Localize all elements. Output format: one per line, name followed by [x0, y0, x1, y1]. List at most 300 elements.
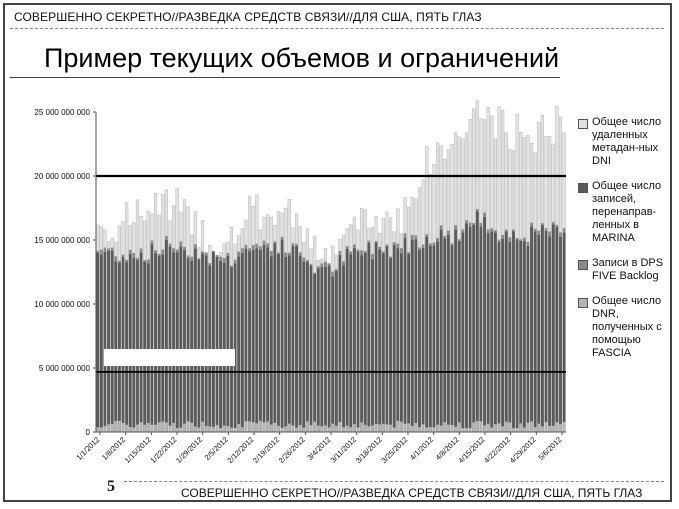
bar-fascia: [205, 426, 208, 432]
bar-backlog: [364, 251, 367, 253]
bar-fascia: [407, 423, 410, 432]
bar-backlog: [530, 223, 533, 227]
bar-fascia: [245, 421, 248, 432]
bar-marina: [161, 254, 164, 432]
bar-backlog: [465, 220, 468, 223]
bar-marina: [122, 257, 125, 432]
bar-backlog: [302, 257, 305, 261]
bar-fascia: [382, 424, 385, 432]
bar-fascia: [96, 427, 99, 432]
bar-marina: [154, 253, 157, 432]
bar-backlog: [295, 244, 298, 246]
bar-backlog: [469, 222, 472, 226]
bar-fascia: [512, 428, 515, 432]
bar-marina: [172, 252, 175, 432]
bar-fascia: [143, 425, 146, 432]
bar-fascia: [216, 425, 219, 432]
bar-backlog: [284, 253, 287, 257]
bar-marina: [331, 277, 334, 432]
bar-fascia: [469, 428, 472, 432]
bar-marina: [548, 236, 551, 432]
bar-fascia: [364, 425, 367, 432]
bar-fascia: [527, 423, 530, 432]
bar-marina: [292, 246, 295, 432]
bar-marina: [140, 252, 143, 432]
bar-backlog: [96, 251, 99, 253]
bar-fascia: [104, 426, 107, 432]
bar-fascia: [505, 422, 508, 432]
bar-marina: [469, 227, 472, 432]
x-tick-label: 1/29/2012: [174, 435, 205, 466]
bar-backlog: [237, 252, 240, 257]
bar-backlog: [219, 257, 222, 261]
bar-fascia: [241, 427, 244, 432]
bar-fascia: [360, 422, 363, 432]
bar-backlog: [490, 228, 493, 231]
bar-fascia: [371, 425, 374, 432]
bar-marina: [179, 246, 182, 432]
bar-backlog: [537, 231, 540, 235]
bar-backlog: [559, 232, 562, 236]
bar-marina: [458, 241, 461, 432]
bar-backlog: [310, 264, 313, 265]
bar-fascia: [545, 422, 548, 432]
bar-backlog: [317, 266, 320, 268]
bar-backlog: [266, 243, 269, 247]
bar-marina: [440, 229, 443, 432]
x-tick-label: 4/8/2012: [433, 435, 461, 463]
bar-backlog: [151, 240, 154, 243]
bar-backlog: [201, 251, 204, 253]
bar-marina: [295, 246, 298, 432]
bar-marina: [433, 245, 436, 432]
bar-fascia: [136, 425, 139, 432]
bar-backlog: [216, 255, 219, 257]
bar-marina: [487, 233, 490, 432]
bar-backlog: [396, 244, 399, 249]
bar-marina: [530, 227, 533, 432]
x-tick-label: 2/19/2012: [251, 435, 282, 466]
bar-marina: [512, 232, 515, 432]
bar-fascia: [179, 427, 182, 432]
bar-backlog: [198, 258, 201, 259]
bar-backlog: [223, 258, 226, 263]
bar-fascia: [212, 427, 215, 432]
bar-marina: [237, 256, 240, 432]
bar-backlog: [292, 243, 295, 246]
bar-backlog: [386, 244, 389, 246]
bar-marina: [371, 259, 374, 432]
bar-backlog: [523, 238, 526, 241]
bar-fascia: [273, 423, 276, 432]
bar-fascia: [472, 422, 475, 432]
bar-backlog: [494, 230, 497, 232]
bar-fascia: [187, 421, 190, 432]
bar-fascia: [122, 423, 125, 432]
bar-fascia: [281, 428, 284, 432]
bar-marina: [129, 254, 132, 432]
bar-marina: [411, 240, 414, 432]
bar-backlog: [339, 251, 342, 255]
bar-fascia: [335, 426, 338, 432]
bar-backlog: [400, 248, 403, 253]
bar-fascia: [248, 421, 251, 432]
bar-backlog: [328, 264, 331, 266]
bar-fascia: [378, 424, 381, 432]
bar-marina: [198, 260, 201, 432]
bar-marina: [537, 235, 540, 432]
bar-backlog: [172, 248, 175, 252]
bar-fascia: [201, 422, 204, 432]
bar-marina: [104, 252, 107, 432]
bar-backlog: [111, 248, 114, 251]
legend-item-backlog: [578, 257, 670, 283]
bar-backlog: [335, 269, 338, 271]
bar-backlog: [306, 260, 309, 262]
bar-backlog: [263, 241, 266, 245]
bar-marina: [317, 268, 320, 432]
bar-fascia: [447, 425, 450, 432]
bar-marina: [461, 232, 464, 432]
bar-fascia: [255, 423, 258, 432]
bar-fascia: [461, 428, 464, 432]
bar-fascia: [266, 421, 269, 432]
bar-backlog: [393, 242, 396, 244]
bar-marina: [519, 241, 522, 432]
bar-marina: [216, 257, 219, 432]
bar-marina: [545, 231, 548, 432]
bar-backlog: [382, 251, 385, 253]
bar-fascia: [295, 428, 298, 432]
bar-marina: [346, 249, 349, 432]
bar-backlog: [143, 260, 146, 262]
bar-backlog: [371, 254, 374, 259]
bar-marina: [190, 261, 193, 432]
bar-marina: [288, 256, 291, 432]
bar-marina: [245, 249, 248, 432]
bar-backlog: [443, 236, 446, 238]
y-axis: [34, 108, 96, 437]
bar-marina: [147, 263, 150, 432]
bar-fascia: [324, 425, 327, 432]
bar-fascia: [339, 422, 342, 432]
bar-backlog: [563, 228, 566, 232]
bar-backlog: [331, 272, 334, 277]
bar-marina: [404, 238, 407, 432]
bar-fascia: [353, 424, 356, 432]
x-tick-label: 1/22/2012: [148, 435, 179, 466]
bar-marina: [183, 250, 186, 432]
y-tick-label: 25 000 000 000: [34, 108, 90, 117]
bar-marina: [187, 258, 190, 432]
bar-fascia: [490, 427, 493, 432]
bar-fascia: [440, 425, 443, 432]
bar-backlog: [447, 230, 450, 235]
bar-backlog: [165, 236, 168, 240]
bar-fascia: [555, 422, 558, 432]
bar-marina: [360, 255, 363, 432]
bar-marina: [151, 244, 154, 432]
bar-marina: [357, 251, 360, 432]
bar-fascia: [411, 426, 414, 432]
bar-fascia: [487, 424, 490, 432]
bar-fascia: [523, 427, 526, 432]
legend-label: Общее число записей, перенаправ-ленных в MARINA: [592, 180, 662, 244]
bar-fascia: [176, 428, 179, 432]
bar-marina: [273, 243, 276, 432]
bar-marina: [223, 263, 226, 432]
bar-marina: [143, 262, 146, 432]
legend-swatch: [578, 183, 588, 193]
bar-fascia: [357, 427, 360, 432]
bar-marina: [158, 256, 161, 432]
bar-marina: [454, 229, 457, 432]
bar-marina: [328, 266, 331, 432]
bar-fascia: [519, 423, 522, 432]
bar-marina: [118, 263, 121, 432]
bar-marina: [483, 217, 486, 432]
bar-backlog: [252, 245, 255, 250]
bar-marina: [382, 253, 385, 432]
bar-fascia: [425, 427, 428, 432]
x-tick-label: 4/29/2012: [507, 435, 538, 466]
bar-fascia: [534, 427, 537, 432]
x-tick-label: 3/11/2012: [328, 435, 359, 465]
bar-backlog: [545, 228, 548, 231]
bar-backlog: [259, 246, 262, 249]
bar-fascia: [302, 428, 305, 432]
bar-backlog: [505, 230, 508, 232]
bar-fascia: [111, 424, 114, 432]
bar-backlog: [129, 250, 132, 254]
bar-backlog: [320, 263, 323, 267]
bar-marina: [393, 245, 396, 432]
bar-fascia: [436, 425, 439, 432]
bar-marina: [465, 223, 468, 432]
bar-fascia: [169, 426, 172, 432]
bar-fascia: [501, 426, 504, 432]
bar-fascia: [559, 424, 562, 432]
bar-backlog: [346, 246, 349, 249]
bar-backlog: [118, 261, 121, 263]
bar-fascia: [396, 421, 399, 432]
x-tick-label: 4/1/2012: [408, 435, 436, 463]
legend-item-marina: [578, 180, 670, 245]
bar-marina: [205, 255, 208, 432]
bar-fascia: [317, 426, 320, 432]
bar-marina: [107, 251, 110, 432]
bar-backlog: [104, 247, 107, 251]
x-tick-label: 2/26/2012: [276, 435, 307, 466]
bar-fascia: [400, 422, 403, 432]
bar-backlog: [555, 225, 558, 227]
bar-backlog: [187, 255, 190, 257]
bar-backlog: [349, 251, 352, 254]
bar-fascia: [284, 426, 287, 432]
bar-backlog: [407, 252, 410, 254]
bar-backlog: [418, 247, 421, 250]
bar-backlog: [519, 239, 522, 241]
classification-banner-top: СОВЕРШЕННО СЕКРЕТНО//РАЗВЕДКА СРЕДСТВ СВЯЗИ//ДЛЯ США, ПЯТЬ ГЛАЗ: [14, 10, 482, 24]
bar-marina: [451, 245, 454, 432]
bar-backlog: [179, 241, 182, 246]
bar-backlog: [183, 247, 186, 250]
bar-marina: [226, 256, 229, 432]
bar-marina: [169, 246, 172, 432]
bar-backlog: [147, 260, 150, 264]
bar-marina: [378, 249, 381, 432]
legend-swatch: [578, 260, 588, 270]
bar-backlog: [411, 235, 414, 240]
legend-item-fascia: [578, 295, 670, 360]
bar-fascia: [418, 427, 421, 432]
bar-marina: [342, 265, 345, 432]
bar-fascia: [320, 426, 323, 432]
bar-fascia: [494, 424, 497, 432]
bar-marina: [422, 248, 425, 432]
x-tick-label: 4/22/2012: [482, 435, 513, 466]
bar-fascia: [183, 424, 186, 432]
bar-marina: [165, 240, 168, 432]
bar-backlog: [234, 260, 237, 264]
bar-fascia: [277, 426, 280, 432]
bar-backlog: [429, 243, 432, 246]
bar-backlog: [483, 213, 486, 217]
bar-fascia: [263, 422, 266, 432]
bar-fascia: [389, 425, 392, 432]
bar-fascia: [154, 425, 157, 432]
bar-fascia: [443, 422, 446, 432]
bar-fascia: [537, 424, 540, 432]
bar-fascia: [349, 427, 352, 432]
bar-marina: [447, 235, 450, 432]
y-tick-label: 5 000 000 000: [38, 364, 90, 373]
bar-backlog: [516, 238, 519, 239]
bar-marina: [436, 241, 439, 432]
bar-backlog: [342, 261, 345, 265]
bar-marina: [400, 253, 403, 432]
bar-marina: [389, 258, 392, 432]
legend-label: Общее число DNR, полученных с помощью FASCIA: [592, 295, 662, 359]
bar-backlog: [461, 229, 464, 232]
bar-marina: [259, 250, 262, 432]
bar-marina: [367, 243, 370, 432]
bar-backlog: [270, 251, 273, 256]
bar-marina: [266, 247, 269, 432]
bar-marina: [241, 253, 244, 432]
bar-fascia: [125, 425, 128, 432]
x-tick-label: 1/1/2012: [74, 435, 102, 463]
bar-backlog: [375, 241, 378, 242]
bar-backlog: [552, 222, 555, 224]
bar-fascia: [310, 425, 313, 432]
slide-number: 5: [107, 478, 115, 495]
bar-backlog: [100, 250, 103, 255]
bar-marina: [132, 258, 135, 432]
bar-marina: [527, 246, 530, 432]
bar-backlog: [208, 263, 211, 265]
legend-swatch: [578, 119, 588, 129]
bar-fascia: [292, 426, 295, 432]
bar-fascia: [114, 421, 117, 432]
bar-marina: [201, 253, 204, 432]
bar-backlog: [541, 223, 544, 225]
bar-marina: [443, 238, 446, 432]
bar-marina: [176, 252, 179, 432]
bar-backlog: [136, 258, 139, 260]
bar-marina: [349, 254, 352, 432]
bar-marina: [339, 255, 342, 432]
bar-backlog: [324, 262, 327, 267]
bar-fascia: [306, 421, 309, 432]
bar-fascia: [451, 425, 454, 432]
bar-backlog: [458, 239, 461, 241]
redaction-box: [104, 349, 235, 366]
bar-fascia: [342, 427, 345, 432]
bar-backlog: [205, 252, 208, 255]
bar-marina: [386, 246, 389, 432]
bar-backlog: [299, 252, 302, 255]
bar-backlog: [255, 244, 258, 248]
bar-fascia: [147, 423, 150, 432]
bar-fascia: [476, 421, 479, 432]
bar-fascia: [313, 422, 316, 432]
bar-backlog: [454, 225, 457, 229]
y-tick-label: 10 000 000 000: [34, 300, 90, 309]
bar-marina: [284, 257, 287, 432]
bar-backlog: [140, 249, 143, 253]
bar-backlog: [241, 248, 244, 253]
bar-marina: [263, 245, 266, 432]
bar-fascia: [226, 426, 229, 432]
bar-fascia: [107, 424, 110, 432]
bar-group: [96, 101, 565, 432]
bar-backlog: [125, 260, 128, 262]
bar-marina: [299, 256, 302, 432]
bar-fascia: [328, 427, 331, 432]
bar-fascia: [414, 423, 417, 432]
bar-marina: [552, 224, 555, 432]
bar-fascia: [161, 422, 164, 432]
bar-marina: [429, 246, 432, 432]
bar-marina: [96, 253, 99, 432]
bar-marina: [541, 225, 544, 432]
bar-marina: [277, 254, 280, 432]
bar-fascia: [172, 423, 175, 432]
bar-marina: [111, 251, 114, 432]
bar-backlog: [498, 240, 501, 242]
bar-backlog: [114, 256, 117, 261]
bar-backlog: [161, 249, 164, 254]
bar-marina: [364, 253, 367, 432]
bar-backlog: [176, 249, 179, 252]
bar-marina: [125, 262, 128, 432]
bar-fascia: [230, 428, 233, 432]
bar-backlog: [367, 241, 370, 243]
bar-fascia: [498, 423, 501, 432]
bar-marina: [534, 231, 537, 432]
bar-backlog: [425, 234, 428, 237]
bar-backlog: [230, 266, 233, 268]
bar-fascia: [429, 427, 432, 432]
bar-marina: [324, 267, 327, 432]
x-tick-label: 1/8/2012: [100, 435, 128, 463]
bar-fascia: [331, 424, 334, 432]
bar-fascia: [299, 425, 302, 432]
bar-fascia: [404, 424, 407, 432]
bar-backlog: [277, 252, 280, 253]
bar-marina: [234, 263, 237, 432]
